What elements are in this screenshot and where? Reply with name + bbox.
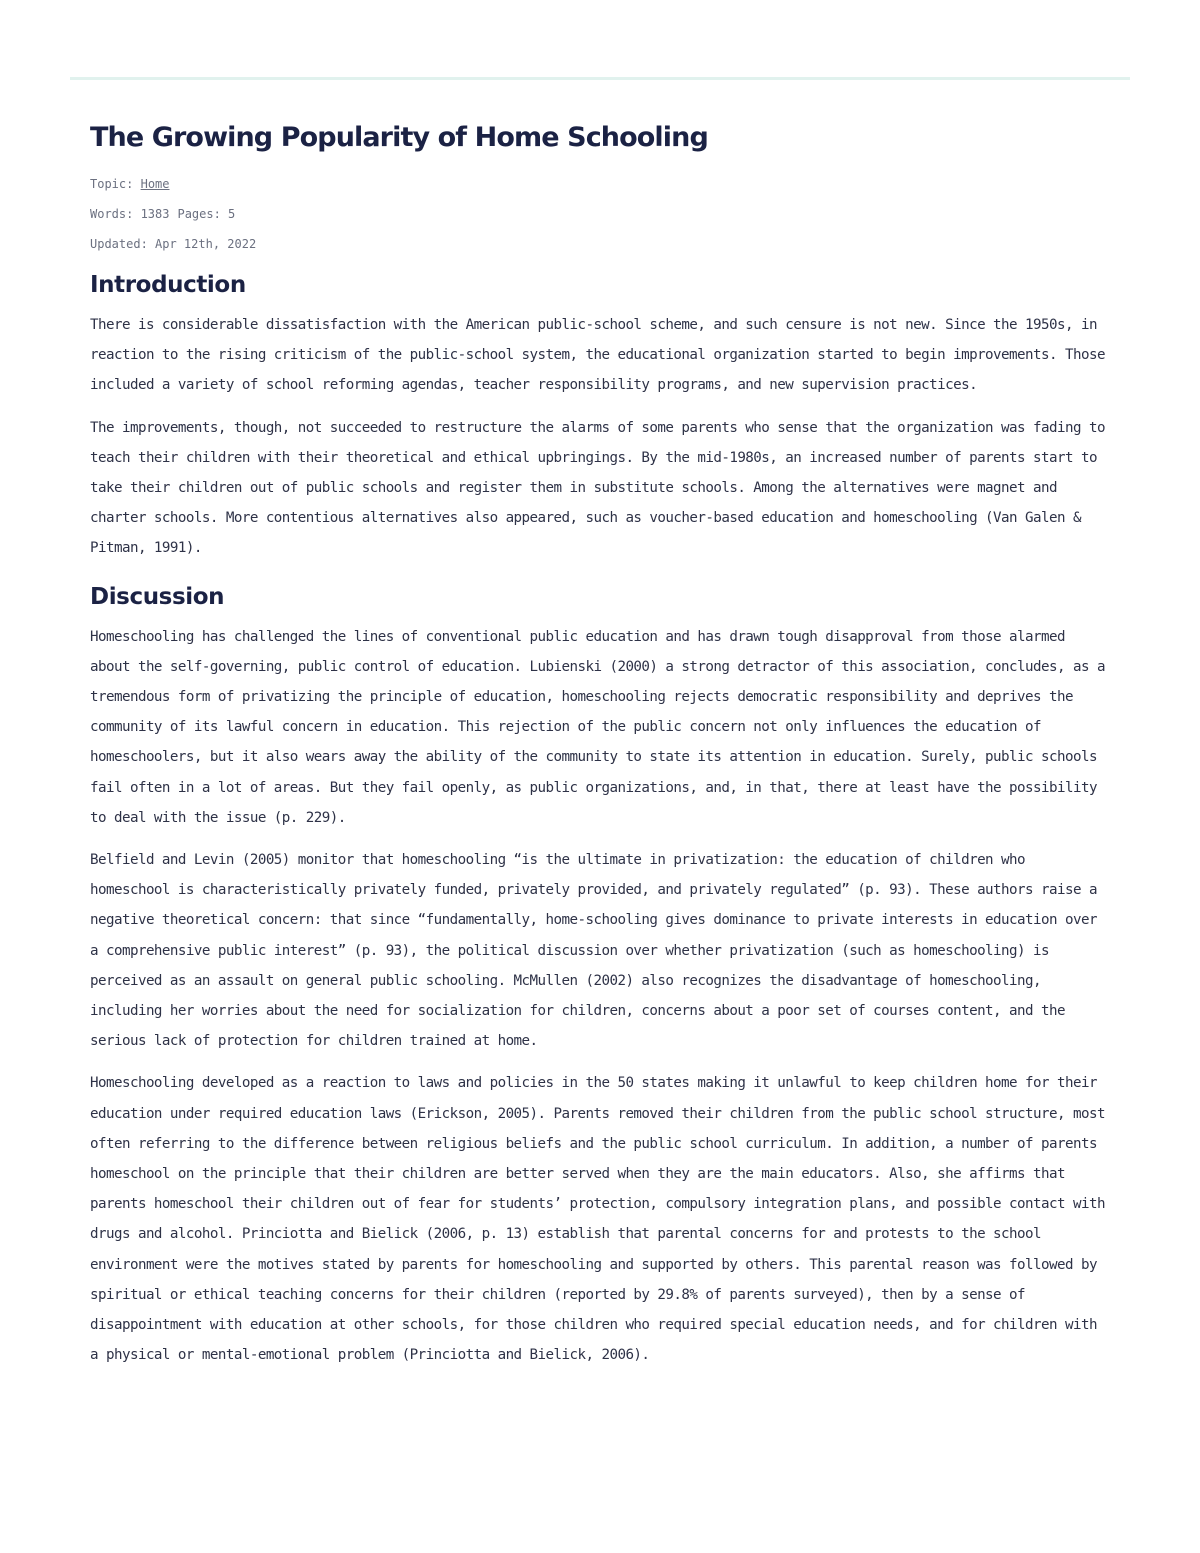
- word-count: Words: 1383: [90, 207, 170, 221]
- updated-date: Updated: Apr 12th, 2022: [90, 237, 257, 251]
- topic-label: Topic:: [90, 177, 134, 191]
- topic-line: [90, 176, 1112, 192]
- stats-line: [90, 206, 1112, 222]
- paragraph: There is considerable dissatisfaction with the American public-school scheme, and such censure is not new. Since the 1950s, in reaction to the rising criticism of the public-school system, the educational organization started to begin improvements. Those included a variety of school reforming agendas, teacher responsibility programs, and new supervision practices.: [90, 317, 1105, 394]
- topic-link[interactable]: Home: [140, 177, 170, 191]
- top-divider: [70, 77, 1130, 80]
- paragraph: Homeschooling has challenged the lines of conventional public education and has drawn tough disapproval from those alarmed about the self-governing, public control of education. Lubienski (2000) a strong detractor of this association, concludes, as a tremendous form of privatizing the principle of education, homeschooling rejects democratic responsibility and deprives the community of its lawful concern in education. This rejection of the public concern not only influences the education of homeschoolers, but it also wears away the ability of the community to state its attention in education. Surely, public schools fail often in a lot of areas. But they fail openly, as public organizations, and, in that, there at least have the possibility to deal with the issue (p. 229).: [90, 628, 1105, 826]
- page-count: Pages: 5: [177, 207, 236, 221]
- article-title: The Growing Popularity of Home Schooling: [90, 122, 708, 153]
- section-heading-discussion: Discussion: [90, 583, 225, 610]
- article-body: [90, 118, 1112, 1383]
- section-heading-introduction: Introduction: [90, 272, 246, 298]
- paragraph: Belfield and Levin (2005) monitor that homeschooling “is the ultimate in privatization: the education of children who homeschool is characteristically privately funded, privately provided, and privately regulated” (p. 93). These authors raise a negative theoretical concern: that since “fundamentally, home-schooling gives dominance to private interests in education over a comprehensive public interest” (p. 93), the political discussion over whether privatization (such as homeschooling) is perceived as an assault on general public schooling. McMullen (2002) also recognizes the disadvantage of homeschooling, including her worries about the need for socialization for children, concerns about a poor set of courses content, and the serious lack of protection for children trained at home.: [90, 852, 1097, 1050]
- paragraph: The improvements, though, not succeeded to restructure the alarms of some parents who sense that the organization was fading to teach their children with their theoretical and ethical upbringings. By the mid-1980s, an increased number of parents start to take their children out of public schools and register them in substitute schools. Among the alternatives were magnet and charter schools. More contentious alternatives also appeared, such as voucher-based education and homeschooling (Van Galen & Pitman, 1991).: [90, 419, 1105, 557]
- paragraph: Homeschooling developed as a reaction to laws and policies in the 50 states making it unlawful to keep children home for their education under required education laws (Erickson, 2005). Parents removed their children from the public school structure, most often referring to the difference between religious beliefs and the public school curriculum. In addition, a number of parents homeschool on the principle that their children are better served when they are the main educators. Also, she affirms that parents homeschool their children out of fear for students’ protection, compulsory integration plans, and possible contact with drugs and alcohol. Princiotta and Bielick (2006, p. 13) establish that parental concerns for and protests to the school environment were the motives stated by parents for homeschooling and supported by others. This parental reason was followed by spiritual or ethical teaching concerns for their children (reported by 29.8% of parents surveyed), then by a sense of disappointment with education at other schools, for those children who required special education needs, and for children with a physical or mental-emotional problem (Princiotta and Bielick, 2006).: [90, 1075, 1105, 1364]
